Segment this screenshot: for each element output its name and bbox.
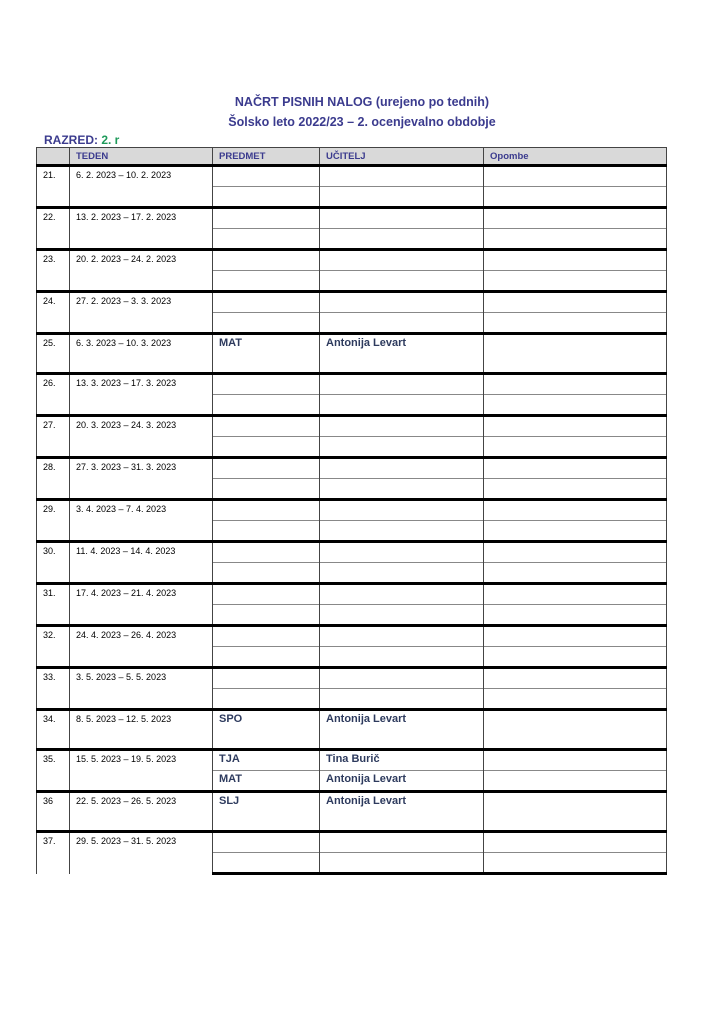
notes-cell [484,542,667,563]
subject-cell [213,374,320,395]
teacher-cell [320,292,484,313]
subject-cell: SLJ [213,792,320,832]
week-date-range: 29. 5. 2023 – 31. 5. 2023 [70,832,213,874]
teacher-cell [320,313,484,334]
week-date-range: 13. 2. 2023 – 17. 2. 2023 [70,208,213,250]
column-header-teacher: UČITELJ [320,148,484,166]
week-number: 31. [37,584,70,626]
notes-cell [484,292,667,313]
teacher-cell [320,832,484,853]
teacher-cell [320,416,484,437]
notes-cell [484,521,667,542]
subject-cell [213,521,320,542]
table-row [37,584,667,605]
teacher-cell [320,689,484,710]
notes-cell [484,563,667,584]
week-number: 36 [37,792,70,832]
week-date-range: 17. 4. 2023 – 21. 4. 2023 [70,584,213,626]
document-title: NAČRT PISNIH NALOG (urejeno po tednih) [234,95,490,109]
subject-cell [213,647,320,668]
teacher-cell [320,271,484,292]
week-date-range: 11. 4. 2023 – 14. 4. 2023 [70,542,213,584]
table-row [37,416,667,437]
week-number: 35. [37,750,70,792]
table-row [37,668,667,689]
column-header-number [37,148,70,166]
week-number: 22. [37,208,70,250]
subject-cell [213,416,320,437]
teacher-cell [320,208,484,229]
week-date-range: 27. 3. 2023 – 31. 3. 2023 [70,458,213,500]
table-body [37,166,667,874]
subject-cell [213,271,320,292]
class-value: 2. r [101,133,120,147]
notes-cell [484,458,667,479]
table-row [37,500,667,521]
subject-cell [213,395,320,416]
teacher-cell [320,395,484,416]
week-number: 26. [37,374,70,416]
table-row [37,626,667,647]
teacher-cell [320,584,484,605]
notes-cell [484,374,667,395]
column-header-subject: PREDMET [213,148,320,166]
week-number: 24. [37,292,70,334]
subject-cell [213,500,320,521]
notes-cell [484,853,667,874]
week-number: 25. [37,334,70,374]
column-header-week: TEDEN [70,148,213,166]
table-row [37,542,667,563]
notes-cell [484,229,667,250]
notes-cell [484,771,667,792]
notes-cell [484,437,667,458]
week-date-range: 13. 3. 2023 – 17. 3. 2023 [70,374,213,416]
subject-cell [213,250,320,271]
subject-cell [213,563,320,584]
document-subtitle: Šolsko leto 2022/23 – 2. ocenjevalno obdobje [228,115,496,129]
subject-cell [213,458,320,479]
notes-cell [484,832,667,853]
notes-cell [484,710,667,750]
teacher-cell [320,605,484,626]
subject-cell: TJA [213,750,320,771]
notes-cell [484,605,667,626]
table-row [37,374,667,395]
subject-cell [213,313,320,334]
notes-cell [484,792,667,832]
class-label-text: RAZRED: [44,133,98,147]
subject-cell [213,437,320,458]
table-row [37,792,667,832]
teacher-cell [320,626,484,647]
table-row [37,292,667,313]
column-header-notes: Opombe [484,148,667,166]
table-row [37,166,667,187]
teacher-cell [320,229,484,250]
notes-cell [484,395,667,416]
week-number: 33. [37,668,70,710]
notes-cell [484,750,667,771]
subject-cell [213,832,320,853]
subject-cell [213,208,320,229]
teacher-cell [320,668,484,689]
notes-cell [484,416,667,437]
teacher-cell: Antonija Levart [320,710,484,750]
notes-cell [484,689,667,710]
notes-cell [484,271,667,292]
teacher-cell [320,187,484,208]
week-number: 32. [37,626,70,668]
week-date-range: 6. 2. 2023 – 10. 2. 2023 [70,166,213,208]
table-row [37,458,667,479]
table-header-row [37,148,667,166]
teacher-cell: Antonija Levart [320,334,484,374]
subject-cell [213,626,320,647]
notes-cell [484,208,667,229]
subject-cell [213,542,320,563]
class-label [44,133,119,147]
week-number: 23. [37,250,70,292]
notes-cell [484,313,667,334]
subject-cell: MAT [213,771,320,792]
notes-cell [484,187,667,208]
teacher-cell [320,563,484,584]
teacher-cell [320,853,484,874]
week-date-range: 8. 5. 2023 – 12. 5. 2023 [70,710,213,750]
week-number: 30. [37,542,70,584]
notes-cell [484,647,667,668]
table-row [37,750,667,771]
teacher-cell [320,458,484,479]
notes-cell [484,500,667,521]
teacher-cell [320,542,484,563]
week-number: 29. [37,500,70,542]
teacher-cell [320,521,484,542]
teacher-cell [320,250,484,271]
subject-cell [213,605,320,626]
subject-cell [213,292,320,313]
week-number: 28. [37,458,70,500]
teacher-cell: Antonija Levart [320,771,484,792]
subject-cell: MAT [213,334,320,374]
week-date-range: 3. 4. 2023 – 7. 4. 2023 [70,500,213,542]
subject-cell [213,668,320,689]
table-row [37,832,667,853]
teacher-cell [320,500,484,521]
teacher-cell [320,437,484,458]
notes-cell [484,166,667,187]
notes-cell [484,668,667,689]
notes-cell [484,250,667,271]
week-number: 21. [37,166,70,208]
subject-cell [213,584,320,605]
week-date-range: 27. 2. 2023 – 3. 3. 2023 [70,292,213,334]
subject-cell [213,166,320,187]
teacher-cell: Antonija Levart [320,792,484,832]
week-date-range: 3. 5. 2023 – 5. 5. 2023 [70,668,213,710]
subject-cell [213,229,320,250]
week-date-range: 20. 3. 2023 – 24. 3. 2023 [70,416,213,458]
table-row [37,208,667,229]
teacher-cell [320,479,484,500]
subject-cell: SPO [213,710,320,750]
week-number: 34. [37,710,70,750]
teacher-cell [320,647,484,668]
subject-cell [213,853,320,874]
week-date-range: 22. 5. 2023 – 26. 5. 2023 [70,792,213,832]
week-date-range: 15. 5. 2023 – 19. 5. 2023 [70,750,213,792]
teacher-cell: Tina Burič [320,750,484,771]
notes-cell [484,479,667,500]
test-schedule-table [36,147,667,875]
notes-cell [484,626,667,647]
teacher-cell [320,166,484,187]
notes-cell [484,584,667,605]
subject-cell [213,479,320,500]
week-date-range: 24. 4. 2023 – 26. 4. 2023 [70,626,213,668]
table-row [37,710,667,750]
week-number: 27. [37,416,70,458]
week-date-range: 6. 3. 2023 – 10. 3. 2023 [70,334,213,374]
subject-cell [213,689,320,710]
subject-cell [213,187,320,208]
table-row [37,250,667,271]
table-row [37,334,667,374]
teacher-cell [320,374,484,395]
week-number: 37. [37,832,70,874]
week-date-range: 20. 2. 2023 – 24. 2. 2023 [70,250,213,292]
notes-cell [484,334,667,374]
